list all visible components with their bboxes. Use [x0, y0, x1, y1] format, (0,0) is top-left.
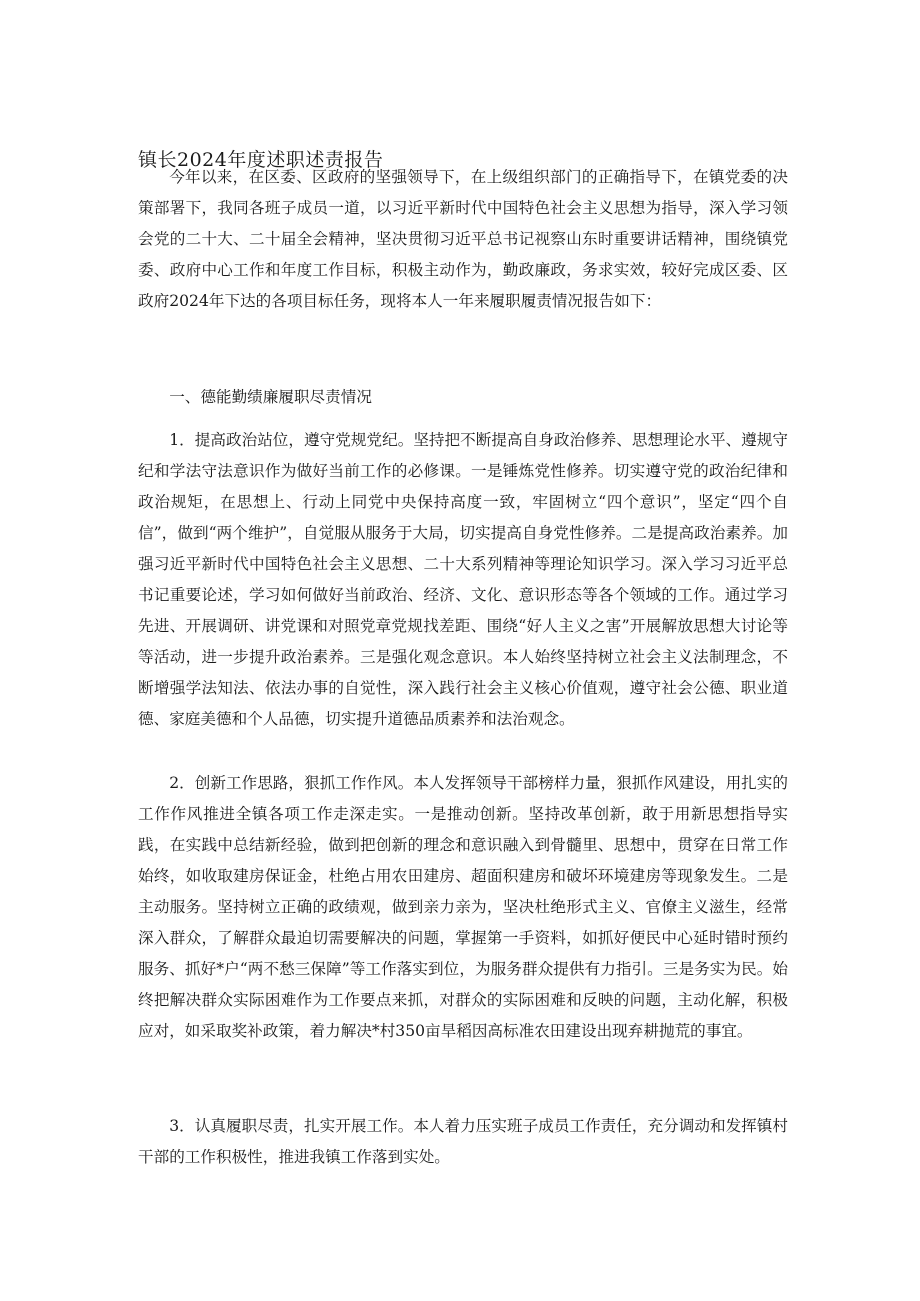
section-heading-1: 一、德能勤绩廉履职尽责情况 [169, 388, 372, 406]
paragraph-1: 1．提高政治站位，遵守党规党纪。坚持把不断提高自身政治修养、思想理论水平、遵规守纪和学法守法意识作为做好当前工作的必修课。一是锤炼党性修养。切实遵守党的政治纪律和政治规矩，在思想上、行动上同党中央保持高度一致，牢固树立“四个意识”，坚定“四个自信”，做到“两个维护”，自觉服从服务于大局，切实提高自身党性修养。二是提高政治素养。加强习近平新时代中国特色社会主义思想、二十大系列精神等理论知识学习。深入学习习近平总书记重要论述，学习如何做好当前政治、经济、文化、意识形态等各个领域的工作。通过学习先进、开展调研、讲党课和对照党章党规找差距、围绕“好人主义之害”开展解放思想大讨论等等活动，进一步提升政治素养。三是强化观念意识。本人始终坚持树立社会主义法制理念，不断增强学法知法、依法办事的自觉性，深入践行社会主义核心价值观，遵守社会公德、职业道德、家庭美德和个人品德，切实提升道德品质素养和法治观念。 [138, 431, 788, 728]
document-title: 镇长2024年度述职述责报告 [138, 149, 384, 171]
paragraph-2: 2．创新工作思路，狠抓工作作风。本人发挥领导干部榜样力量，狠抓作风建设，用扎实的工作作风推进全镇各项工作走深走实。一是推动创新。坚持改革创新，敢于用新思想指导实践，在实践中总结新经验，做到把创新的理念和意识融入到骨髓里、思想中，贯穿在日常工作始终，如收取建房保证金，杜绝占用农田建房、超面积建房和破坏环境建房等现象发生。二是主动服务。坚持树立正确的政绩观，做到亲力亲为，坚决杜绝形式主义、官僚主义滋生，经常深入群众，了解群众最迫切需要解决的问题，掌握第一手资料，如抓好便民中心延时错时预约服务、抓好*户“两不愁三保障”等工作落实到位，为服务群众提供有力指引。三是务实为民。始终把解决群众实际困难作为工作要点来抓，对群众的实际困难和反映的问题，主动化解，积极应对，如采取奖补政策，着力解决*村350亩旱稻因高标准农田建设出现弃耕抛荒的事宜。 [138, 774, 788, 1040]
paragraph-3: 3．认真履职尽责，扎实开展工作。本人着力压实班子成员工作责任，充分调动和发挥镇村干部的工作积极性，推进我镇工作落到实处。 [138, 1117, 788, 1166]
intro-paragraph: 今年以来，在区委、区政府的坚强领导下，在上级组织部门的正确指导下，在镇党委的决策部署下，我同各班子成员一道，以习近平新时代中国特色社会主义思想为指导，深入学习领会党的二十大、二十届全会精神，坚决贯彻习近平总书记视察山东时重要讲话精神，围绕镇党委、政府中心工作和年度工作目标，积极主动作为，勤政廉政，务求实效，较好完成区委、区政府2024年下达的各项目标任务，现将本人一年来履职履责情况报告如下： [138, 168, 788, 310]
